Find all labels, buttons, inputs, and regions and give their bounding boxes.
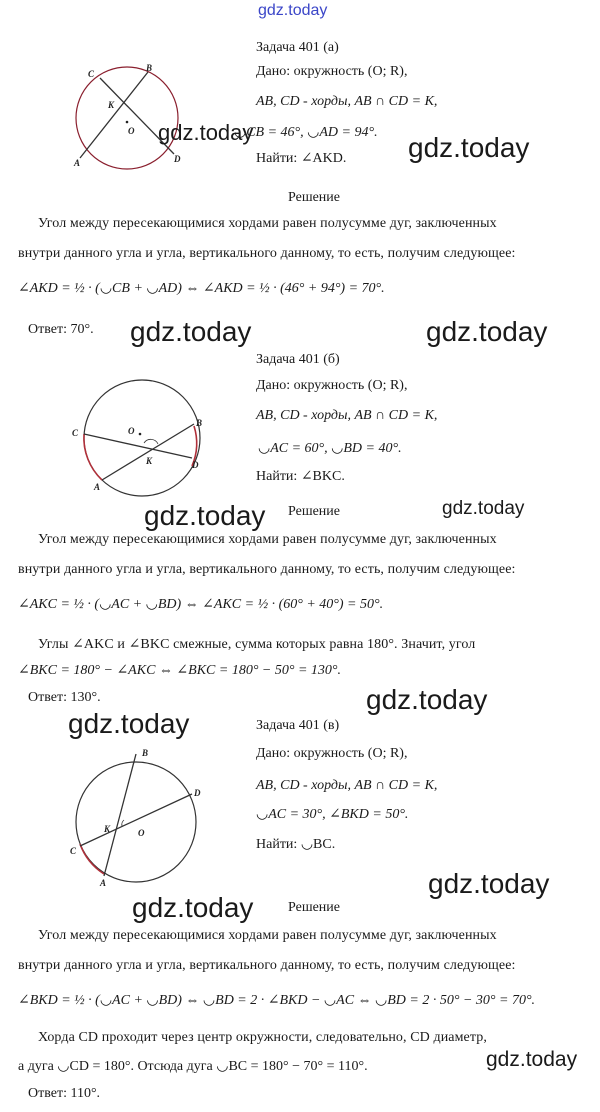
center-o xyxy=(139,433,142,436)
label-c: C xyxy=(88,69,95,79)
problem-a-given-2: AB, CD - хорды, AB ∩ CD = K, xyxy=(256,94,438,109)
problem-c-solution-heading: Решение xyxy=(288,900,341,915)
watermark: gdz.today xyxy=(130,316,252,347)
label-c: C xyxy=(70,846,77,856)
problem-b-solution-heading: Решение xyxy=(288,504,341,519)
problem-a-title: Задача 401 (а) xyxy=(256,40,339,55)
chord-cd xyxy=(80,794,192,846)
watermark: gdz.today xyxy=(68,708,190,739)
problem-c-answer: Ответ: 110°. xyxy=(28,1086,101,1101)
diagram-b xyxy=(66,378,216,498)
problem-b-text-1: Угол между пересекающимися хордами равен полусумме дуг, заключенных xyxy=(38,532,497,547)
circle-a xyxy=(76,67,178,169)
problem-c-text-1: Угол между пересекающимися хордами равен полусумме дуг, заключенных xyxy=(38,928,497,943)
label-b: B xyxy=(196,418,203,428)
problem-b-given-1: Дано: окружность (O; R), xyxy=(256,378,408,393)
chord-ab xyxy=(104,754,136,876)
watermark: gdz.today xyxy=(428,868,550,899)
chord-ab xyxy=(102,424,194,480)
label-d: D xyxy=(174,154,181,164)
problem-b-text-2: внутри данного угла и угла, вертикального данному, то есть, получим следующее: xyxy=(18,562,516,577)
circle-c xyxy=(76,762,196,882)
label-a: A xyxy=(100,878,107,888)
label-a: A xyxy=(74,158,81,168)
watermark: gdz.today xyxy=(144,500,266,531)
chord-ab xyxy=(80,72,148,158)
problem-b-title: Задача 401 (б) xyxy=(256,352,340,367)
problem-a-given-3: ◡CB = 46°, ◡AD = 94°. xyxy=(234,125,378,140)
label-k: K xyxy=(104,824,111,834)
arc-ac xyxy=(84,434,102,480)
watermark: gdz.today xyxy=(408,132,530,163)
watermark: gdz.today xyxy=(426,316,548,347)
problem-b-given-3: ◡AC = 60°, ◡BD = 40°. xyxy=(258,441,402,456)
label-d: D xyxy=(192,460,199,470)
watermark: gdz.today xyxy=(132,892,254,923)
problem-b-answer: Ответ: 130°. xyxy=(28,690,101,705)
watermark: gdz.today xyxy=(442,498,525,519)
problem-a-text-2: внутри данного угла и угла, вертикального данному, то есть, получим следующее: xyxy=(18,246,516,261)
problem-b-text-4: ∠BKC = 180° − ∠AKC ⇔ ∠BKC = 180° − 50° = 130°. xyxy=(18,663,342,678)
problem-a-formula: ∠AKD = ½ · (◡CB + ◡AD) ⇔ ∠AKD = ½ · (46° + 94°) = 70°. xyxy=(18,281,385,296)
diagram-a xyxy=(70,58,190,178)
problem-c-text-4: а дуга ◡CD = 180°. Отсюда дуга ◡BC = 180° − 70° = 110°. xyxy=(18,1059,368,1074)
problem-c-text-2: внутри данного угла и угла, вертикального данному, то есть, получим следующее: xyxy=(18,958,516,973)
problem-b-find: Найти: ∠BKC. xyxy=(256,469,345,484)
watermark: gdz.today xyxy=(486,1048,578,1071)
problem-c-title: Задача 401 (в) xyxy=(256,718,340,733)
problem-c-text-3: Хорда CD проходит через центр окружности, следовательно, CD диаметр, xyxy=(38,1030,487,1045)
problem-a-text-1: Угол между пересекающимися хордами равен полусумме дуг, заключенных xyxy=(38,216,497,231)
center-o xyxy=(126,121,129,124)
problem-b-given-2: AB, CD - хорды, AB ∩ CD = K, xyxy=(256,408,438,423)
label-d: D xyxy=(194,788,201,798)
angle-mark xyxy=(144,439,158,444)
label-k: K xyxy=(108,100,115,110)
label-b: B xyxy=(146,63,153,73)
diagram-c xyxy=(64,740,214,890)
problem-a-given-1: Дано: окружность (O; R), xyxy=(256,64,408,79)
label-b: B xyxy=(142,748,149,758)
label-a: A xyxy=(94,482,101,492)
watermark: gdz.today xyxy=(366,684,488,715)
arc-ac xyxy=(80,844,104,874)
problem-a-solution-heading: Решение xyxy=(288,190,341,205)
watermark-top: gdz.today xyxy=(258,2,328,19)
problem-c-given-2: AB, CD - хорды, AB ∩ CD = K, xyxy=(256,778,438,793)
problem-b-text-3: Углы ∠AKC и ∠BKC смежные, сумма которых равна 180°. Значит, угол xyxy=(38,637,476,652)
problem-b-formula: ∠AKC = ½ · (◡AC + ◡BD) ⇔ ∠AKC = ½ · (60° + 40°) = 50°. xyxy=(18,597,384,612)
label-o: O xyxy=(128,426,135,436)
watermark: gdz.today xyxy=(158,120,254,145)
problem-c-given-1: Дано: окружность (O; R), xyxy=(256,746,408,761)
label-o: O xyxy=(128,126,135,136)
problem-c-given-3: ◡AC = 30°, ∠BKD = 50°. xyxy=(256,807,409,822)
label-o: O xyxy=(138,828,145,838)
problem-a-answer: Ответ: 70°. xyxy=(28,322,94,337)
problem-c-find: Найти: ◡BC. xyxy=(256,837,336,852)
chord-cd xyxy=(84,434,192,458)
label-k: K xyxy=(146,456,153,466)
label-c: C xyxy=(72,428,79,438)
problem-a-find: Найти: ∠AKD. xyxy=(256,151,347,166)
problem-c-formula: ∠BKD = ½ · (◡AC + ◡BD) ⇔ ◡BD = 2 · ∠BKD − ◡AC ⇔ ◡BD = 2 · 50° − 30° = 70°. xyxy=(18,993,536,1008)
